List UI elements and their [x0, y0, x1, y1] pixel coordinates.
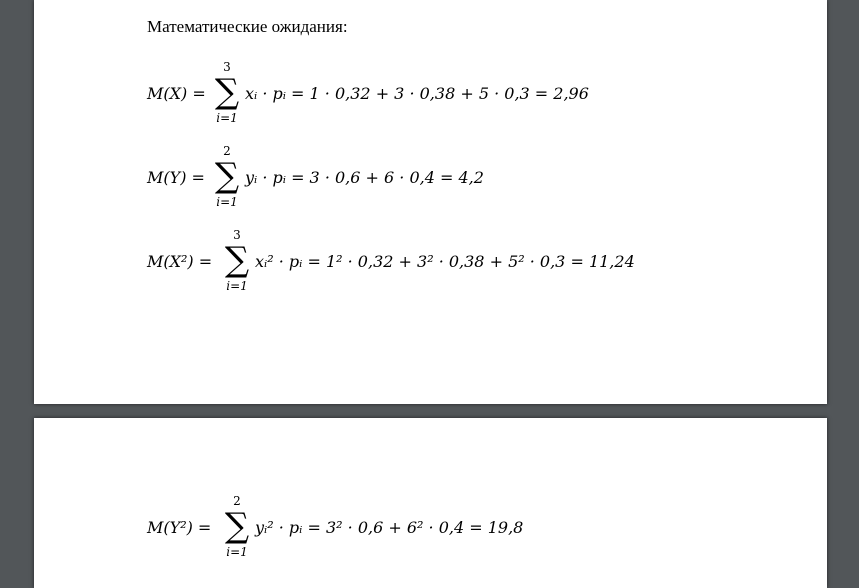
sum-lower-limit: i=1	[226, 545, 248, 559]
equation-rhs: yᵢ² · pᵢ = 3² · 0,6 + 6² · 0,4 = 19,8	[255, 518, 524, 537]
summation-symbol	[213, 144, 241, 214]
sigma-icon: ∑	[214, 156, 240, 196]
section-heading: Математические ожидания:	[147, 17, 348, 36]
sum-lower-limit: i=1	[226, 279, 248, 293]
equation-lhs: M(Y²) =	[147, 518, 212, 537]
sum-lower-limit: i=1	[216, 195, 238, 209]
sigma-icon: ∑	[214, 72, 240, 112]
equation-rhs: yᵢ · pᵢ = 3 · 0,6 + 6 · 0,4 = 4,2	[245, 168, 484, 187]
sum-upper-limit: 2	[223, 144, 231, 158]
summation-symbol	[223, 228, 251, 298]
sigma-icon: ∑	[224, 506, 250, 546]
equation-rhs: xᵢ² · pᵢ = 1² · 0,32 + 3² · 0,38 + 5² · 0,3 = 11,24	[255, 252, 635, 271]
document-page-1	[34, 0, 827, 404]
equation-rhs: xᵢ · pᵢ = 1 · 0,32 + 3 · 0,38 + 5 · 0,3 = 2,96	[245, 84, 589, 103]
sum-upper-limit: 3	[233, 228, 241, 242]
equation-lhs: M(X) =	[147, 84, 206, 103]
document-page-2	[34, 418, 827, 588]
summation-symbol	[213, 60, 241, 130]
sum-upper-limit: 2	[233, 494, 241, 508]
sum-upper-limit: 3	[223, 60, 231, 74]
equation-lhs: M(X²) =	[147, 252, 213, 271]
sigma-icon: ∑	[224, 240, 250, 280]
equation-lhs: M(Y) =	[147, 168, 205, 187]
sum-lower-limit: i=1	[216, 111, 238, 125]
summation-symbol	[223, 494, 251, 564]
